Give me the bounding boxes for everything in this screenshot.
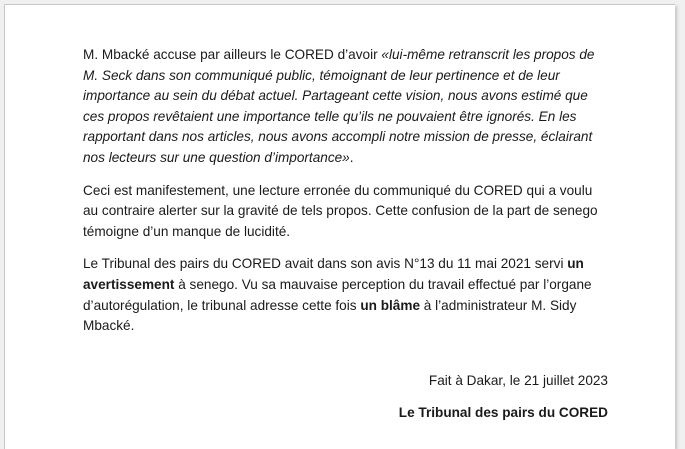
document-page xyxy=(4,4,675,449)
sanction-blame: un blâme xyxy=(360,297,421,313)
paragraph-3-part-3: à l’administrateur M. Sidy Mbacké. xyxy=(83,297,577,334)
paragraph-3-part-2: à senego. Vu sa mauvaise perception du travail effectué par l’organe d’autorégulation, le tribunal adresse cette fois xyxy=(83,276,592,313)
sanction-warning: un avertissement xyxy=(83,256,584,292)
paragraph-3-part-1: Le Tribunal des pairs du CORED avait dans son avis N°13 du 11 mai 2021 servi xyxy=(83,256,568,272)
paragraph-1-quote: «lui-même retranscrit les propos de M. Seck dans son communiqué public, témoignant de leur pertinence et de leur importance au sein du débat actuel. Partageant cette vision, nous avons estimé que ces propos revêtaient une importance telle qu’ils ne pouvaient être ignorés. En les rapportant dans nos articles, nous avons accompli notre mission de presse, éclairant nos lecteurs sur une question d’importance» xyxy=(83,47,595,165)
signature-tribunal: Le Tribunal des pairs du CORED xyxy=(398,405,608,421)
paragraph-1-intro: M. Mbacké accuse par ailleurs le CORED d’avoir xyxy=(83,47,382,62)
paragraph-rebuttal: Ceci est manifestement, une lecture erronée du communiqué du CORED qui a voulu au contraire alerter sur la gravité de tels propos. Cette confusion de la part de senego témoigne d’un manque de lucidité. xyxy=(83,182,598,239)
paragraph-accusation xyxy=(83,45,608,169)
paragraph-sanction xyxy=(83,254,608,336)
document-body xyxy=(83,45,608,424)
place-date-signoff: Fait à Dakar, le 21 juillet 2023 xyxy=(428,372,608,388)
paragraph-1-end: . xyxy=(349,149,354,165)
